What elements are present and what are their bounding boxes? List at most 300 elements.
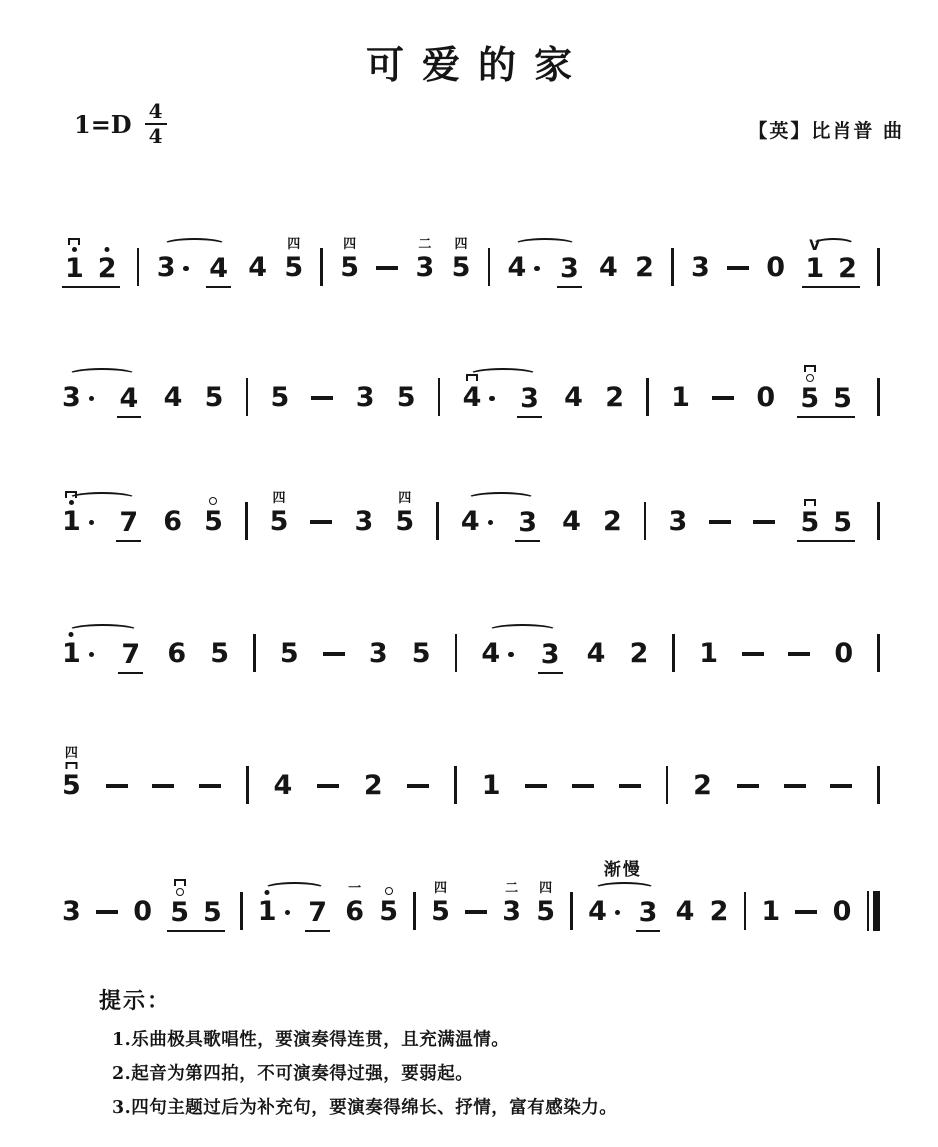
- note: 2: [98, 255, 117, 283]
- barline: [570, 892, 573, 930]
- barline: [245, 502, 248, 540]
- note-cell: [520, 385, 539, 413]
- duration-dash: [753, 520, 775, 524]
- duration-dash: [310, 520, 332, 524]
- note-cell: [838, 255, 857, 283]
- note: 5: [411, 638, 431, 669]
- composer-credit: 【英】比肖普 曲: [748, 120, 904, 142]
- barline: [454, 766, 457, 804]
- duration-dot: [488, 520, 494, 526]
- note-marks: [65, 747, 78, 769]
- barline: [320, 248, 323, 286]
- note: 5 四: [451, 237, 471, 283]
- note-cell: [536, 881, 556, 927]
- note: 5: [204, 382, 224, 413]
- beam-group: [557, 255, 582, 288]
- duration-dash: [199, 784, 221, 788]
- note: 1: [671, 382, 690, 413]
- note: 4: [675, 896, 695, 927]
- note-cell: [699, 640, 718, 668]
- note: 4: [481, 638, 501, 669]
- note-cell: [482, 772, 501, 800]
- barline: [877, 766, 880, 804]
- note: 2: [629, 638, 649, 669]
- tip-item: 1.乐曲极具歌唱性，要演奏得连贯，且充满温情。: [112, 1030, 510, 1050]
- duration-dash: [317, 784, 339, 788]
- note-marks: [434, 882, 447, 895]
- notation-line-2: [62, 342, 880, 420]
- note-cell: [273, 772, 292, 800]
- finger-mark: 四: [454, 237, 468, 252]
- slur: [163, 238, 226, 251]
- note-cell: [379, 898, 398, 926]
- finger-mark: 一: [348, 881, 362, 896]
- note: 1: [62, 508, 81, 536]
- duration-dash: [709, 520, 731, 524]
- beam-group: [538, 641, 563, 674]
- note-cell: [157, 254, 189, 282]
- note-cell: [167, 640, 186, 668]
- finger-mark: 四: [343, 237, 357, 252]
- note-cell: [833, 509, 852, 537]
- note-cell: [507, 254, 539, 282]
- note: 0: [834, 638, 854, 669]
- note: 5 四: [536, 881, 556, 927]
- note-cell: [833, 898, 852, 926]
- note-cell: [119, 509, 138, 537]
- note-marks: [105, 247, 110, 252]
- tips-list: [112, 1026, 617, 1119]
- barline: [671, 248, 674, 286]
- note: 4: [463, 384, 482, 412]
- down-bow-icon: [174, 879, 186, 886]
- note-marks: [804, 499, 816, 506]
- finger-mark: 四: [272, 491, 286, 506]
- final-barline: [867, 891, 880, 931]
- note-cell: [451, 237, 471, 283]
- note: 0: [133, 896, 152, 927]
- note-marks: [174, 879, 186, 896]
- note-cell: [564, 384, 583, 412]
- barline: [246, 766, 249, 804]
- finger-mark: 四: [433, 881, 447, 896]
- duration-dot: [89, 396, 95, 402]
- down-bow-icon: [68, 238, 80, 245]
- notation-line-3: [62, 466, 880, 544]
- note: 1: [699, 638, 718, 669]
- beam-group: [167, 899, 225, 932]
- note: 3: [560, 253, 579, 284]
- barline: [877, 502, 880, 540]
- duration-dot: [534, 266, 540, 272]
- down-bow-icon: [804, 365, 816, 372]
- duration-dot: [489, 396, 495, 402]
- note: 1: [258, 898, 277, 926]
- beam-group: [515, 509, 540, 542]
- beam-group: [517, 385, 542, 418]
- note-cell: [671, 384, 690, 412]
- note-cell: [415, 237, 435, 283]
- beam-group: [797, 385, 855, 418]
- duration-dash: [727, 266, 749, 270]
- octave-dot: [72, 247, 77, 252]
- note-cell: [345, 881, 365, 927]
- duration-dot: [508, 652, 514, 658]
- note-cell: [356, 384, 375, 412]
- note: 3: [690, 252, 710, 283]
- beam-group: [636, 899, 661, 932]
- note: 5: [210, 638, 230, 669]
- note: 3 二: [415, 237, 435, 283]
- note-cell: [62, 508, 94, 536]
- duration-dash: [525, 784, 547, 788]
- barline: [137, 248, 140, 286]
- barline: [666, 766, 669, 804]
- beam-group: [116, 509, 141, 542]
- note-cell: [269, 491, 289, 537]
- note-marks: [343, 238, 356, 251]
- barline: [438, 378, 441, 416]
- note-marks: [418, 238, 431, 251]
- note: 3: [518, 507, 538, 538]
- note: 5 四: [62, 746, 81, 801]
- note-cell: [62, 640, 94, 668]
- note-cell: [833, 385, 852, 413]
- tips-heading: 提示：: [99, 989, 172, 1014]
- note: 3: [354, 506, 374, 537]
- note: 5: [170, 899, 189, 927]
- note-marks: [539, 882, 552, 895]
- note: 4: [460, 506, 480, 537]
- note: 3: [368, 638, 388, 669]
- barline: [413, 892, 416, 930]
- note-cell: [630, 640, 649, 668]
- note: 1: [62, 640, 81, 668]
- note: 7: [119, 507, 139, 538]
- note-marks: [398, 492, 411, 505]
- note: 3: [156, 252, 176, 283]
- note-cell: [210, 640, 229, 668]
- note-cell: [65, 255, 84, 283]
- note-cell: [605, 384, 624, 412]
- notation-line-4: [62, 598, 880, 676]
- note-marks: [272, 492, 285, 505]
- beam-group: [802, 238, 860, 288]
- beam-group: [118, 641, 143, 674]
- note: 5: [833, 507, 853, 538]
- slur: [488, 624, 557, 637]
- note-cell: [461, 508, 493, 536]
- note-cell: [834, 640, 853, 668]
- down-bow-icon: [65, 762, 77, 769]
- slur: [467, 492, 534, 505]
- note-cell: [463, 384, 495, 412]
- note: 5 四: [340, 237, 360, 283]
- duration-dash: [465, 910, 487, 914]
- note: 2: [363, 770, 383, 801]
- slur: [68, 368, 136, 381]
- notation-line-5: [62, 730, 880, 808]
- up-bow-icon: V: [809, 238, 821, 254]
- note-cell: [562, 508, 581, 536]
- note: 3: [540, 639, 560, 670]
- note: 3: [638, 897, 658, 928]
- note: 5: [379, 898, 398, 926]
- note-cell: [761, 898, 780, 926]
- duration-dash: [830, 784, 852, 788]
- beam-group: [206, 255, 231, 288]
- barline: [672, 634, 675, 672]
- note-cell: [693, 772, 712, 800]
- note-cell: [805, 238, 825, 284]
- finger-mark: 四: [64, 746, 78, 761]
- duration-dot: [89, 652, 95, 658]
- note: 1: [65, 255, 84, 283]
- note-cell: [62, 746, 81, 801]
- note-cell: [340, 237, 360, 283]
- note: 1: [481, 770, 501, 801]
- duration-dot: [615, 910, 621, 916]
- note-cell: [164, 384, 183, 412]
- note: 3: [62, 896, 81, 927]
- key-label: 1=D: [74, 109, 132, 139]
- beam-group: [305, 899, 330, 932]
- note-cell: [397, 384, 416, 412]
- note-cell: [639, 899, 658, 927]
- slur: [264, 882, 325, 895]
- note-cell: [676, 898, 695, 926]
- note-cell: [756, 384, 775, 412]
- note: 4: [273, 770, 293, 801]
- barline: [240, 892, 243, 930]
- note: 6: [163, 506, 183, 537]
- barline: [744, 892, 747, 930]
- note-cell: [587, 640, 606, 668]
- open-string-icon: [209, 497, 217, 505]
- barline: [246, 378, 249, 416]
- note-marks: [454, 238, 467, 251]
- note-cell: [98, 255, 117, 283]
- note: 2: [838, 253, 857, 284]
- note-cell: [369, 640, 388, 668]
- note-cell: [668, 508, 687, 536]
- tip-item: 2.起音为第四拍，不可演奏得过强，要弱起。: [112, 1064, 474, 1084]
- note-cell: [248, 254, 267, 282]
- note: 0: [832, 896, 852, 927]
- note: 5: [204, 508, 223, 536]
- barline: [488, 248, 491, 286]
- duration-dash: [311, 396, 333, 400]
- note-cell: [766, 254, 785, 282]
- open-string-icon: [385, 887, 393, 895]
- note-cell: [518, 509, 537, 537]
- note-cell: [431, 881, 450, 927]
- note-cell: [121, 641, 140, 669]
- duration-dash: [737, 784, 759, 788]
- note-cell: [133, 898, 152, 926]
- meter-denominator: 4: [148, 124, 163, 148]
- note-cell: [209, 255, 228, 283]
- note: 3: [668, 506, 688, 537]
- duration-dash: [572, 784, 594, 788]
- open-string-icon: [176, 888, 184, 896]
- slur: [514, 238, 577, 251]
- note: 4: [562, 506, 581, 537]
- final-barline-thin: [867, 891, 870, 931]
- note-cell: [163, 508, 182, 536]
- duration-dot: [183, 266, 189, 272]
- note-cell: [355, 508, 374, 536]
- note-cell: [635, 254, 654, 282]
- finger-mark: 四: [287, 237, 301, 252]
- duration-dash: [619, 784, 641, 788]
- duration-dash: [152, 784, 174, 788]
- finger-mark: 二: [418, 237, 432, 252]
- note: 4: [507, 252, 527, 283]
- note: 5: [279, 638, 299, 669]
- note: 4: [209, 253, 229, 284]
- octave-dot: [105, 247, 110, 252]
- duration-dot: [89, 520, 95, 526]
- tempo-label: 渐慢: [603, 860, 642, 880]
- note: 5: [833, 383, 852, 414]
- duration-dot: [285, 910, 291, 916]
- note: 3: [520, 383, 539, 414]
- note-cell: [481, 640, 513, 668]
- note: 0: [766, 252, 786, 283]
- final-barline-thick: [873, 891, 880, 931]
- duration-dash: [376, 266, 398, 270]
- note: 3: [62, 382, 81, 413]
- note: 3: [355, 382, 375, 413]
- note: 5: [270, 382, 290, 413]
- note-cell: [204, 508, 223, 536]
- duration-dash: [96, 910, 118, 914]
- note-cell: [364, 772, 383, 800]
- note: 5: [800, 509, 819, 537]
- note-cell: [62, 384, 94, 412]
- note: 7: [308, 897, 328, 928]
- note-marks: [348, 882, 361, 895]
- meter-numerator: 4: [145, 100, 167, 125]
- duration-dash: [742, 652, 764, 656]
- notation-line-6: [62, 856, 880, 934]
- note: 3 二: [502, 881, 522, 927]
- note-cell: [284, 237, 304, 283]
- note-cell: [560, 255, 579, 283]
- note-marks: [209, 497, 217, 505]
- note-marks: [385, 887, 393, 895]
- note-cell: [800, 509, 819, 537]
- note-cell: [120, 385, 139, 413]
- note-cell: [308, 899, 327, 927]
- note-marks: [804, 365, 816, 382]
- note: 0: [756, 382, 776, 413]
- duration-dash: [407, 784, 429, 788]
- notation-line-1: [62, 212, 880, 290]
- note-cell: [502, 881, 522, 927]
- open-string-icon: [806, 374, 814, 382]
- note-cell: [270, 384, 289, 412]
- note-cell: [280, 640, 299, 668]
- note: 7: [121, 639, 141, 670]
- note-cell: [710, 898, 729, 926]
- note: 5 四: [269, 491, 289, 537]
- finger-mark: 二: [505, 881, 519, 896]
- note-marks: [505, 882, 518, 895]
- note-cell: [603, 508, 622, 536]
- note: 5: [800, 385, 819, 413]
- barline: [644, 502, 647, 540]
- slur: [594, 882, 655, 895]
- note-cell: [258, 898, 290, 926]
- duration-dash: [712, 396, 734, 400]
- duration-dash: [106, 784, 128, 788]
- note: 5: [203, 897, 222, 928]
- barline: [436, 502, 439, 540]
- duration-dash: [788, 652, 810, 656]
- note: 6 一: [345, 881, 365, 927]
- note-cell: [62, 898, 81, 926]
- note: 4: [586, 638, 606, 669]
- tip-item: 3.四句主题过后为补充句，要演奏得绵长、抒情，富有感染力。: [112, 1098, 618, 1118]
- note-marks: [287, 238, 300, 251]
- slur: [812, 238, 855, 251]
- note-marks: [68, 238, 80, 252]
- note: 4: [163, 382, 183, 413]
- beam-group: [62, 255, 120, 288]
- note: 4: [588, 896, 607, 927]
- note-cell: [800, 385, 819, 413]
- slur: [469, 368, 537, 381]
- note: 5: [396, 382, 416, 413]
- duration-dash: [795, 910, 817, 914]
- barline: [646, 378, 649, 416]
- note: 2: [693, 770, 712, 801]
- note-cell: [599, 254, 618, 282]
- note-cell: [691, 254, 710, 282]
- note: 4: [599, 252, 618, 283]
- barline: [253, 634, 256, 672]
- note-cell: [203, 899, 222, 927]
- beam-group: [797, 509, 855, 542]
- duration-dash: [323, 652, 345, 656]
- note: 4: [248, 252, 268, 283]
- note: 2: [635, 252, 654, 283]
- note: 2: [605, 382, 624, 413]
- note: 6: [167, 638, 187, 669]
- down-bow-icon: [804, 499, 816, 506]
- page-title: 可爱的家: [365, 42, 590, 87]
- note-cell: [588, 898, 620, 926]
- duration-dash: [784, 784, 806, 788]
- note: 5 四: [431, 881, 450, 927]
- beam-group: [117, 385, 142, 418]
- barline: [455, 634, 458, 672]
- note: 2: [709, 896, 729, 927]
- slur: [68, 492, 135, 505]
- note: 4: [119, 383, 139, 414]
- note-cell: [170, 899, 189, 927]
- barline: [877, 634, 880, 672]
- slur: [68, 624, 137, 637]
- note: 5 四: [395, 491, 415, 537]
- note-cell: [395, 491, 415, 537]
- note-cell: [541, 641, 560, 669]
- finger-mark: 四: [398, 491, 412, 506]
- finger-mark: 四: [539, 881, 553, 896]
- note: 1: [761, 896, 781, 927]
